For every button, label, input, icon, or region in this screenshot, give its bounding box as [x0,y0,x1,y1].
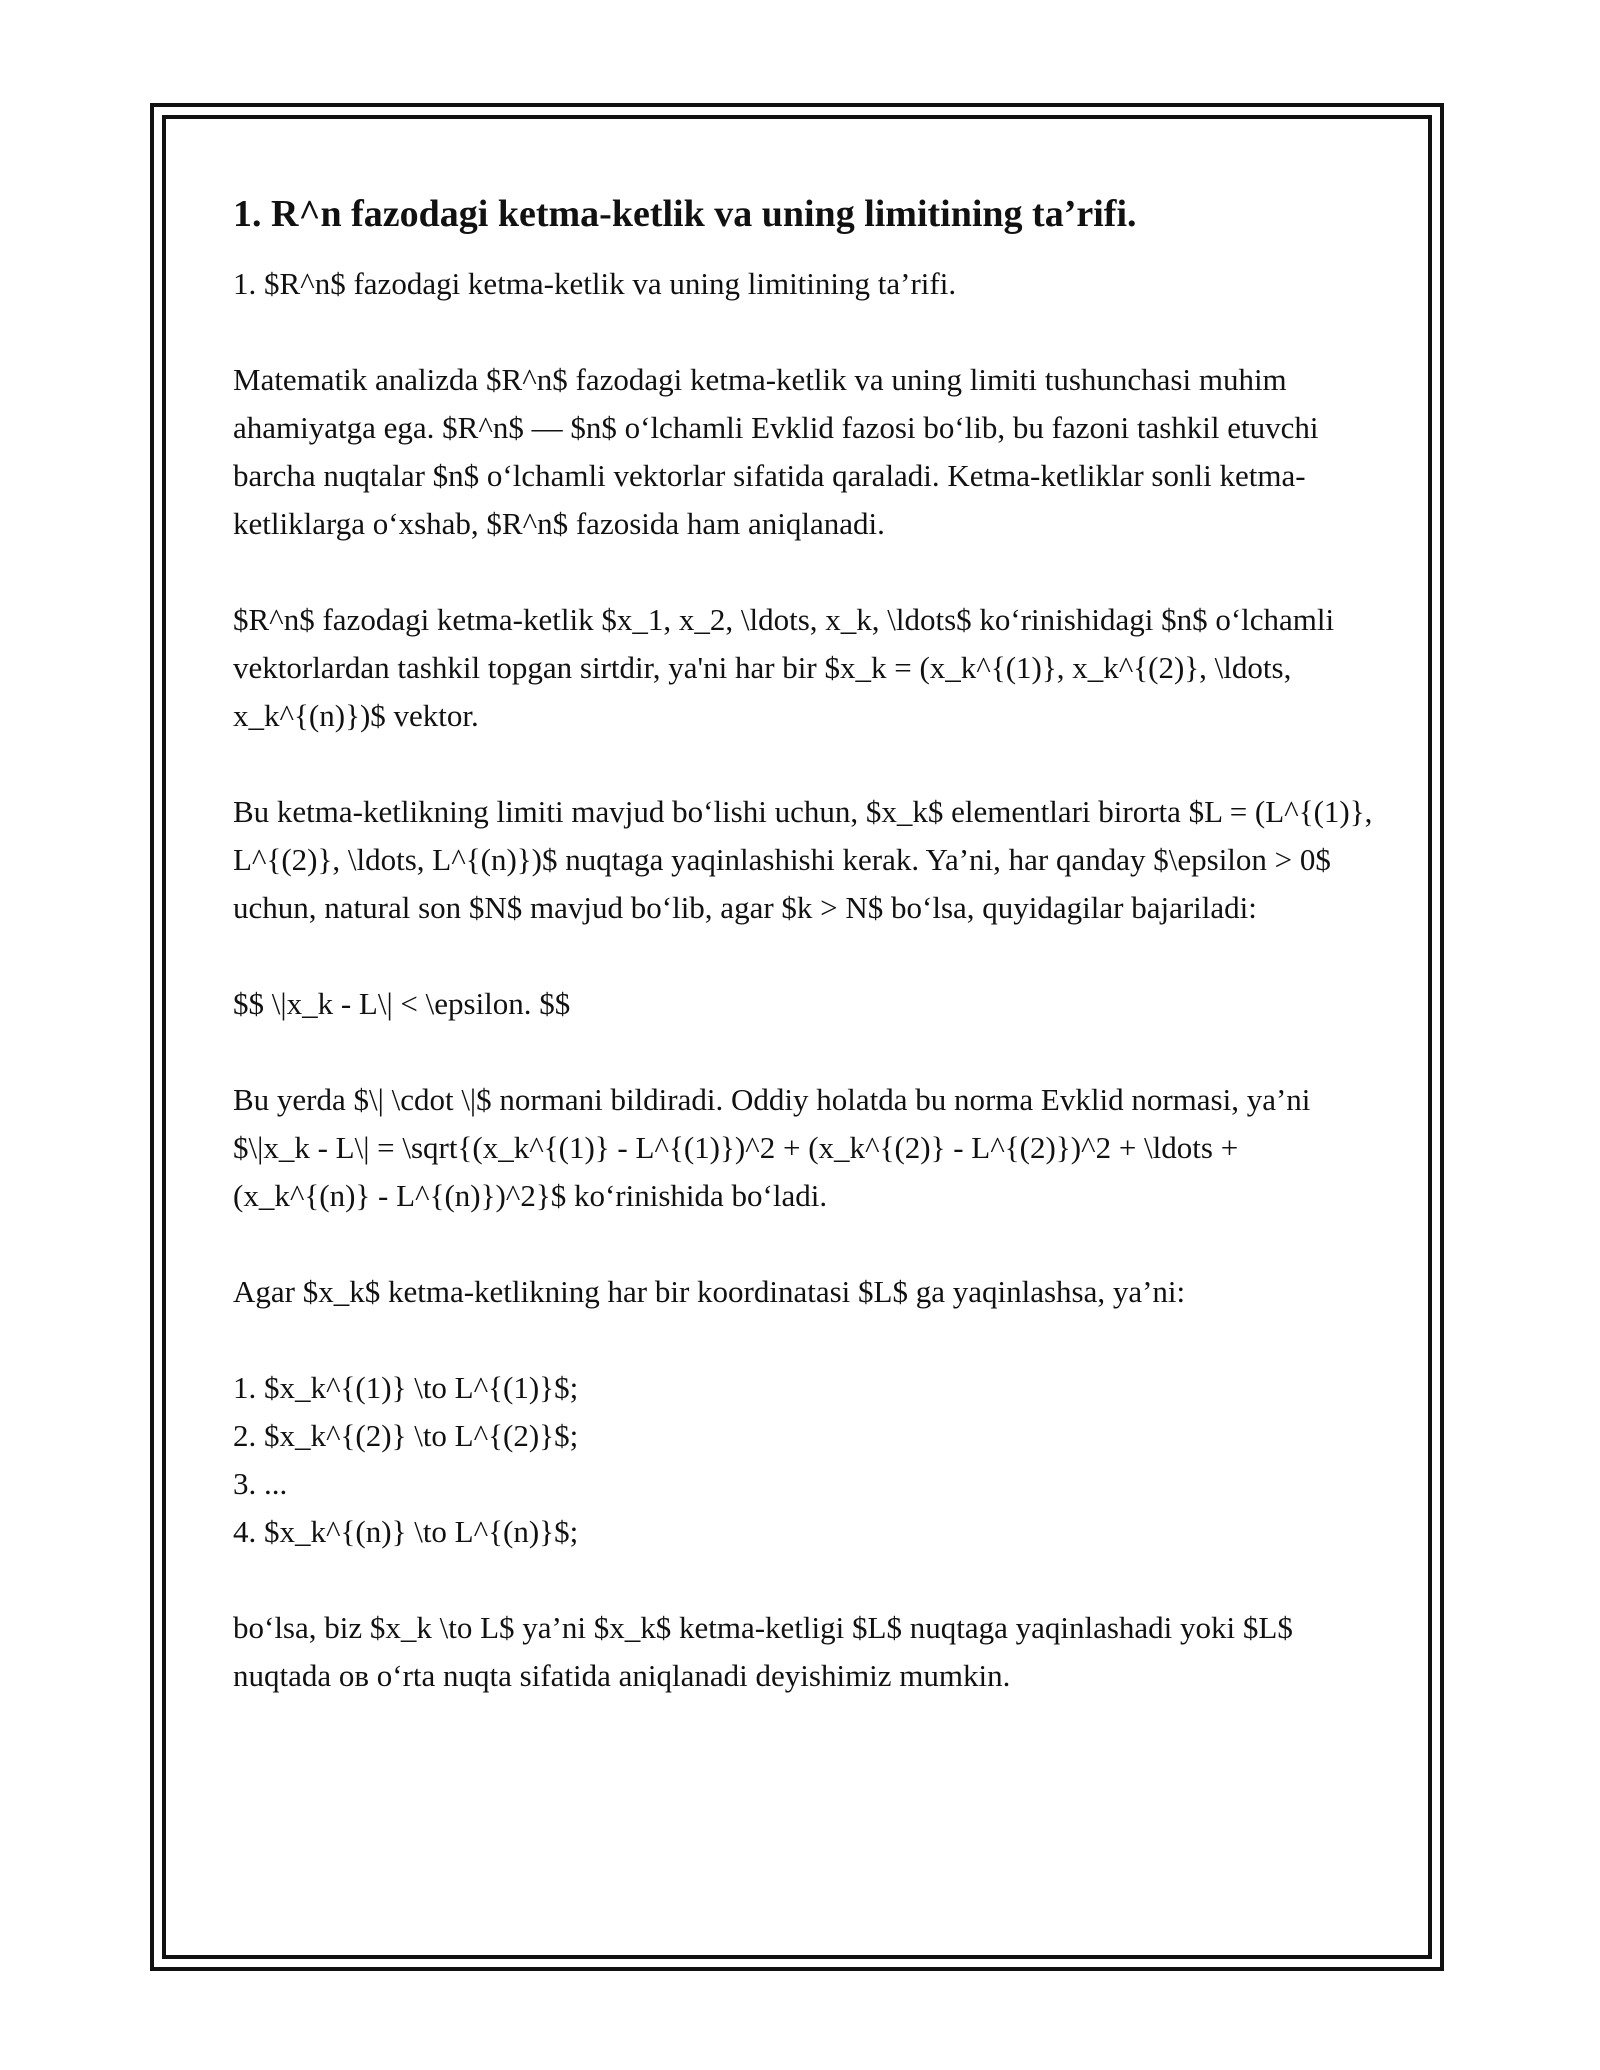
list-item: 2. $x_k^{(2)} \to L^{(2)}$; [233,1418,579,1453]
paragraph-limit-definition: Bu ketma-ketlikning limiti mavjud bo‘lishi uchun, $x_k$ elementlari birorta $L = (L^{(1)}, L^{(2)}, \ldots, L^{(n)})$ nuqtaga yaqinlashishi kerak. Ya’ni, har qanday $\epsilon > 0$ uchun, natural son $N$ mavjud bo‘lib, agar $k > N$ bo‘lsa, quyidagilar bajariladi: [233,794,1373,925]
coordinate-limit-list [233,1364,1373,1556]
list-item: 1. $x_k^{(1)} \to L^{(1)}$; [233,1370,579,1405]
document-heading: 1. R^n fazodagi ketma-ketlik va uning limitining ta’rifi. [233,193,1137,235]
paragraph-sequence-definition: $R^n$ fazodagi ketma-ketlik $x_1, x_2, \ldots, x_k, \ldots$ ko‘rinishidagi $n$ o‘lchamli vektorlardan tashkil topgan sirtdir, ya'ni har bir $x_k = (x_k^{(1)}, x_k^{(2)}, \ldots, x_k^{(n)})$ vektor. [233,602,1335,733]
list-item: 4. $x_k^{(n)} \to L^{(n)}$; [233,1514,579,1549]
paragraph-intro: Matematik analizda $R^n$ fazodagi ketma-ketlik va uning limiti tushunchasi muhim ahamiyatga ega. $R^n$ — $n$ o‘lchamli Evklid fazosi bo‘lib, bu fazoni tashkil etuvchi barcha nuqtalar $n$ o‘lchamli vektorlar sifatida qaraladi. Ketma-ketliklar sonli ketma-ketliklarga o‘xshab, $R^n$ fazosida ham aniqlanadi. [233,362,1319,541]
display-formula: $$ \|x_k - L\| < \epsilon. $$ [233,986,571,1021]
list-item: 3. ... [233,1466,288,1501]
paragraph-coordinates: Agar $x_k$ ketma-ketlikning har bir koordinatasi $L$ ga yaqinlashsa, ya’ni: [233,1274,1186,1309]
paragraph-restated-title: 1. $R^n$ fazodagi ketma-ketlik va uning limitining ta’rifi. [233,266,957,301]
paragraph-conclusion: bo‘lsa, biz $x_k \to L$ ya’ni $x_k$ ketma-ketligi $L$ nuqtaga yaqinlashadi yoki $L$ nuqtada ов o‘rta nuqta sifatida aniqlanadi deyishimiz mumkin. [233,1610,1293,1693]
paragraph-norm: Bu yerda $\| \cdot \|$ normani bildiradi. Oddiy holatda bu norma Evklid normasi, ya’ni $\|x_k - L\| = \sqrt{(x_k^{(1)} - L^{(1)})^2 + (x_k^{(2)} - L^{(2)})^2 + \ldots + (x_k^{(n)} - L^{(n)})^2}$ ko‘rinishida bo‘ladi. [233,1082,1311,1213]
document-body [233,188,1373,1748]
